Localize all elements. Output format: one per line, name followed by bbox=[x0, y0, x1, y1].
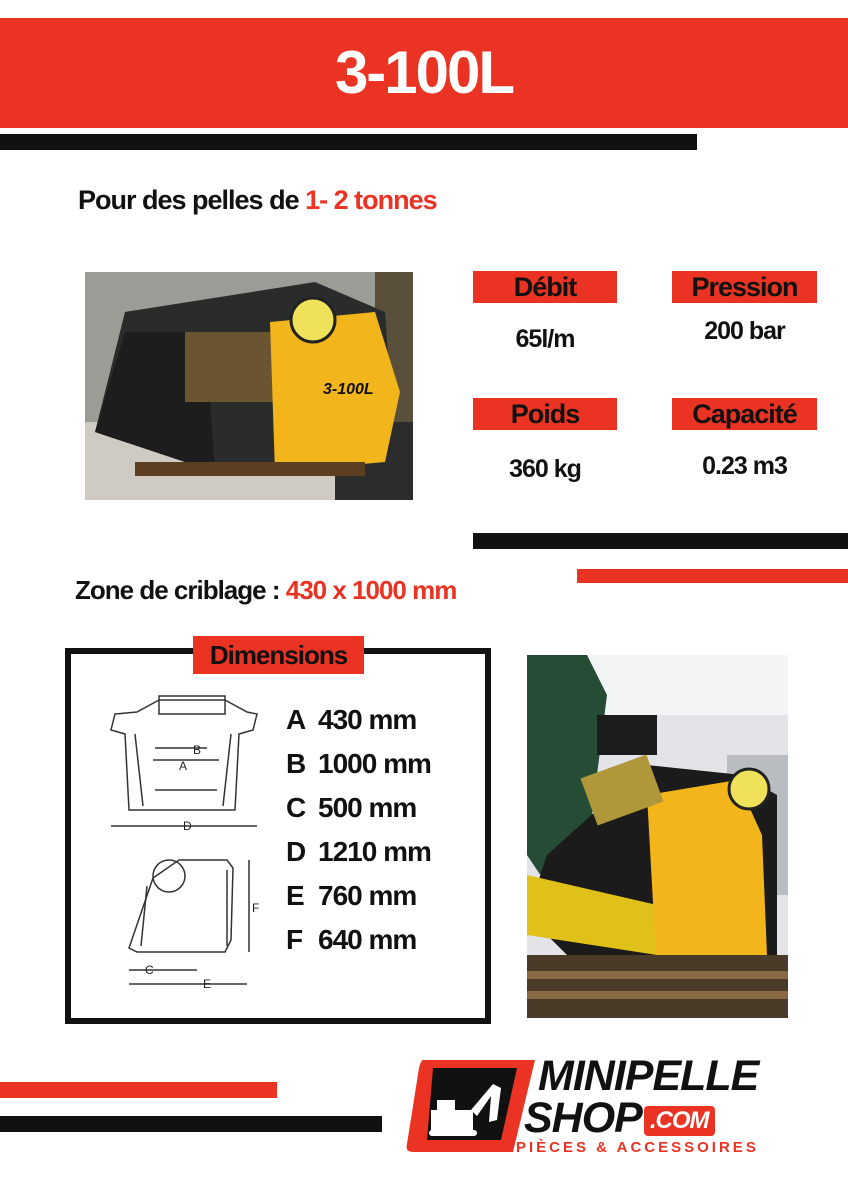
subtitle bbox=[78, 185, 437, 216]
screening-zone bbox=[75, 575, 456, 606]
product-badge: 3-100L bbox=[323, 381, 374, 398]
subtitle-prefix: Pour des pelles de bbox=[78, 185, 299, 215]
spec-value-debit: 65l/m bbox=[515, 325, 575, 353]
spec-value-poids: 360 kg bbox=[509, 455, 581, 483]
spec-value-capacite: 0.23 m3 bbox=[702, 452, 787, 480]
divider-bar-red bbox=[0, 1082, 277, 1098]
diagram-label-c: C bbox=[145, 963, 154, 977]
dimension-row: C 500 mm bbox=[286, 792, 417, 823]
logo-text-line2: SHOP .COM bbox=[524, 1094, 715, 1143]
divider-bar-red bbox=[577, 569, 848, 583]
diagram-label-a: A bbox=[179, 759, 188, 773]
dimension-row: D 1210 mm bbox=[286, 836, 431, 867]
diagram-label-b: B bbox=[193, 743, 202, 757]
diagram-label-f: F bbox=[252, 901, 260, 915]
logo-text-line1: MINIPELLE bbox=[538, 1052, 759, 1100]
subtitle-highlight: 1- 2 tonnes bbox=[305, 185, 437, 215]
divider-bar bbox=[0, 1116, 382, 1132]
divider-bar bbox=[473, 533, 848, 549]
page-title: 3-100L bbox=[334, 39, 514, 106]
spec-value-pression: 200 bar bbox=[704, 317, 785, 345]
logo-com-badge: .COM bbox=[644, 1106, 715, 1136]
dimension-row: E 760 mm bbox=[286, 880, 417, 911]
diagram-label-e: E bbox=[203, 977, 212, 990]
dimension-row: B 1000 mm bbox=[286, 748, 431, 779]
zone-prefix: Zone de criblage : bbox=[75, 575, 280, 605]
dimensions-label: Dimensions bbox=[193, 636, 364, 674]
product-photo-side bbox=[527, 655, 788, 1018]
diagram-label-d: D bbox=[183, 819, 192, 833]
dimensions-diagram bbox=[107, 690, 267, 990]
dimension-row: A 430 mm bbox=[286, 704, 417, 735]
zone-highlight: 430 x 1000 mm bbox=[285, 575, 457, 605]
divider-bar bbox=[0, 134, 697, 150]
dimension-row: F 640 mm bbox=[286, 924, 417, 955]
spec-label-debit: Débit bbox=[473, 271, 617, 303]
logo-tagline: PIÈCES & ACCESSOIRES bbox=[516, 1139, 759, 1156]
spec-label-pression: Pression bbox=[672, 271, 817, 303]
spec-label-capacite: Capacité bbox=[672, 398, 817, 430]
spec-label-poids: Poids bbox=[473, 398, 617, 430]
product-photo-front bbox=[85, 272, 413, 500]
